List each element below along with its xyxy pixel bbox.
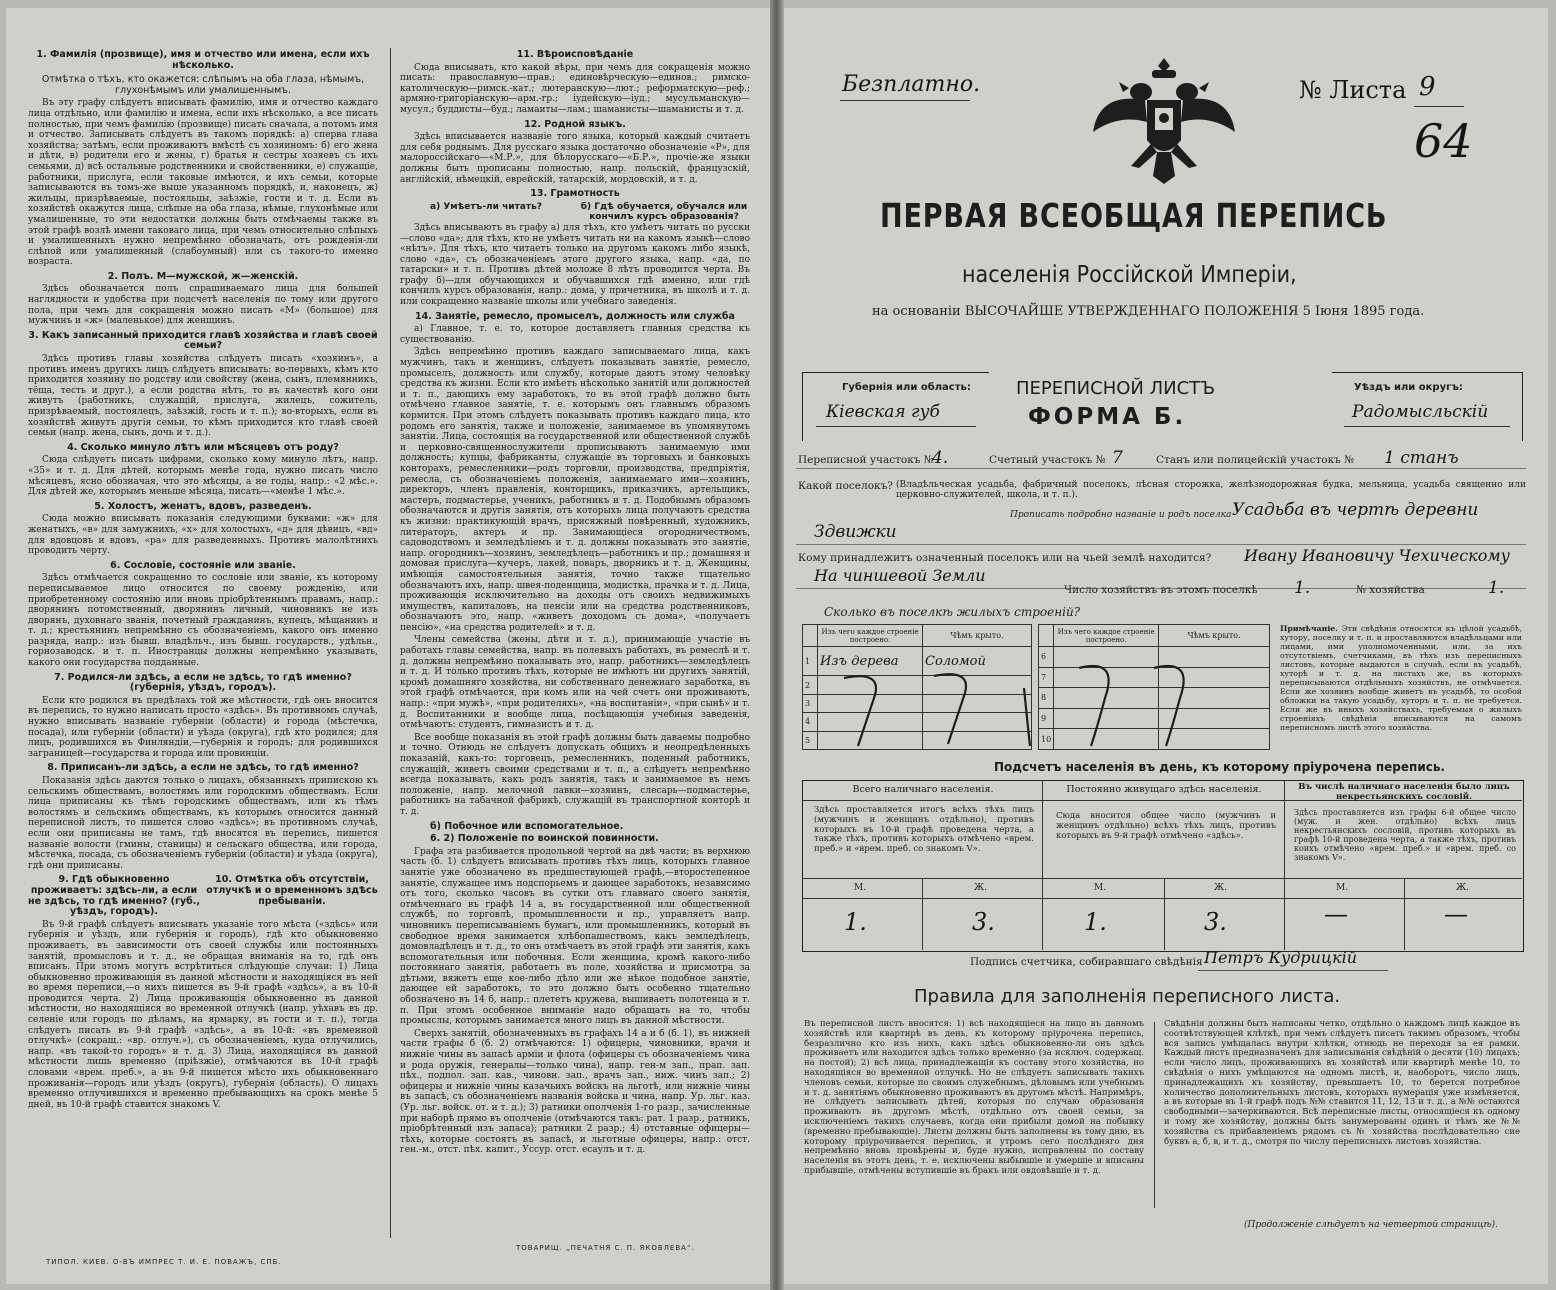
signature-label: Подпись счетчика, собиравшаго свѣдѣнія bbox=[970, 956, 1203, 968]
settlement-hint: (Владѣльческая усадьба, фабричный поселокъ, лѣсная сторожка, желѣзнодорожная будка, мельница, усадьба священно или церковно-служителей, школа, и т. п.). bbox=[896, 480, 1526, 500]
count-col1-title: Всего наличнаго населенія. bbox=[852, 784, 994, 795]
free-label-underline bbox=[840, 100, 970, 101]
district-underline bbox=[1344, 426, 1510, 427]
rules-column-2: Свѣдѣнія должны быть написаны четко, отдѣльно о каждомъ лицѣ каждое въ соотвѣтствующей клѣткѣ, при чемъ слѣдуетъ писать такимъ образомъ, чтобы вся запись умѣщалась внутри клѣтки, отнюдь не переходя за ея рамки. Каждый листъ предназначенъ для записыванія свѣдѣній о десяти (10) лицахъ; если число лицъ, проживающихъ въ хозяйствѣ или квартирѣ менѣе 10, то свѣдѣнія о нихъ умѣщаются на одномъ листѣ, и, наоборотъ, число лицъ, принадлежащихъ къ хозяйству, превышаетъ 10, то берется потребное количество дополнительныхъ листовъ, которыхъ нумерація уже измѣняется, а въ которые въ 1-й графѣ подъ №№ ставится 11, 12, 13 и т. д., а №№ остаются свободными—зачеркиваются. Всѣ переписные листы, относящіеся къ одному и тому же хозяйству, должны быть занумерованы одинъ и тѣмъ же №№ хозяйства съ прибавленіемъ рядомъ съ № хозяйства послѣдовательно сие буквъ а, б, в, и т. д., смотря по числу переписныхъ листовъ хозяйства. bbox=[1164, 1020, 1520, 1147]
count-mf-line-top bbox=[803, 878, 1522, 879]
section-9-text: Въ 9-й графѣ слѣдуетъ вписывать указаніе того мѣста («здѣсь» или губернія и уѣздъ, или губернія и городъ), гдѣ кто обыкновенно проживаетъ, въ зависимости отъ своей службы или постоянныхъ занятій, промысловъ и т. д., не обращая вниманія на то, гдѣ онъ вписанъ. При этомъ могутъ встрѣтиться слѣдующіе случаи: 1) Лица обыкновенно проживающія въ данной мѣстности и находящіяся въ ней во время переписи,—о нихъ пишется въ 9-й графѣ «здѣсь», а въ 10-й проводится черта. 2) Лица проживающія обыкновенно въ данной мѣстности, но находящіяся во временной отлучкѣ (напр. уѣхавъ въ др. селеніе или городъ по дѣламъ, на ярмарку, въ гости и т. п.), тогда слѣдуетъ писать въ 9-й графѣ «здѣсь», а въ 10-й: «въ временной отлучкѣ» (сокращ.: «вр. отлуч.»), съ обозначеніемъ, куда отлучились, напр. «въ такой-то городъ» и т. д. 3) Лица, находящіяся въ данной мѣстности лишь временно (пріѣзжіе), отмѣчаются въ 10-й графѣ словами «врем. преб.», а въ 9-й пишется мѣсто ихъ обыкновеннаго проживанія—городъ или уѣздъ (округъ), губернія (область). О лицахъ временно отлучившихся и временно пребывающихъ на срокъ менѣе 5 дней, въ 10-й графѣ ставится знакомъ V. bbox=[28, 919, 378, 1110]
settlement-value-continued: Здвижки bbox=[814, 522, 897, 542]
section-2-title: 2. Полъ. М—мужской, ж—женскій. bbox=[107, 270, 299, 282]
section-5-title: 5. Холостъ, женатъ, вдовъ, разведенъ. bbox=[94, 500, 312, 512]
rules-divider bbox=[1154, 1022, 1155, 1208]
row-number: 10 bbox=[1039, 729, 1054, 750]
row1-roof: Соломой bbox=[923, 647, 1032, 676]
signature-underline bbox=[1198, 970, 1388, 971]
section-14-text-1: Здѣсь непремѣнно противъ каждаго записываемаго лица, какъ мужчинъ, такъ и женщинъ, слѣдуетъ показывать занятіе, ремесло, промыселъ, должность или службу, которые даютъ этому человѣку средства къ жизни. Если кто имѣетъ нѣсколько занятій или должностей и т. п., дающихъ ему заработокъ, то въ этой графѣ должно быть отмѣчено главное занятіе, т. е. которымъ онъ главнымъ образомъ кормится. При этомъ слѣдуетъ показывать противъ каждаго лица, кто родомъ его занятія, также и положеніе, занимаемое въ упомянутомъ занятіи. Лица, состоящія на государственной или общественной службѣ и церковно-священнослужители прописываютъ занимаемую ими должность; купцы, фабриканты, служащіе въ торговыхъ и банковыхъ конторахъ, ремесленники—родъ торговли, производства, предпріятія, ремесла, съ обозначеніемъ положенія, занимаемаго ими—хозяинъ, директоръ, членъ правленія, конторщикъ, приказчикъ, артельщикъ, мастеръ, подмастерье, ученикъ, работникъ и т. д. Подобнымъ образомъ обозначаются и другія занятія, отъ которыхъ лица получаютъ средства къ жизни: практикующій врачъ, присяжный повѣренный, художникъ, литераторъ, актеръ и пр. Занимающіеся огородничествомъ, садоводствомъ и земледѣліемъ и т. д. должны показывать это занятіе, напр. огородникъ—хозяинъ, земледѣлецъ—работникъ и пр.; домашняя и домовая прислуга—кучеръ, лакей, поваръ, дворникъ и т. д. Женщины, имѣющія самостоятельныя занятія, точно также тщательно обозначаютъ ихъ, напр. швея-поденщица, модистка, прачка и т. д. Лица, проживающія исключительно на доходы отъ своихъ недвижимыхъ имуществъ, капиталовъ, на пенсіи или на средства родственниковъ, обозначаютъ это, напр. «живетъ доходомъ съ дома», «получаетъ пенсію», «на средства родителей» и т. д. bbox=[400, 347, 750, 633]
section-12-text: Здѣсь вписывается названіе того языка, который каждый считаетъ для себя роднымъ. Для русскаго языка достаточно обозначеніе «Р», для малороссійскаго—«М.Р.», для бѣлорусскаго—«Б.Р.», прочіе-же языки должны быть прописаны полностью, напр. польскій, французскій, англійскій, нѣмецкій, еврейскій, татарскій, мордовскій, и т. д. bbox=[400, 132, 750, 185]
section-14-text-4: Графа эта разбивается продольной чертой на двѣ части; въ верхнюю часть (б. 1) слѣдуетъ вписывать противъ тѣхъ лицъ, которыхъ главное занятіе уже обозначено въ предшествующей графѣ,—второстепенное занятіе, служащее имъ подспорьемъ и дающее заработокъ, независимо отъ того, сколько часовъ въ сутки отъ главнаго своего занятія, отмѣченнаго въ графѣ 14 а, въ государственной или общественной службѣ, по торговлѣ, промышленности и пр., управляетъ напр. чиновникъ переписываніемъ бумагъ, или промышленникъ, который въ свободное время занимается хлѣбопашествомъ, какъ земледѣлецъ, домовладѣлецъ и т. д., то онъ отмѣчаетъ въ этой графѣ эти занятія, какъ вспомогательныя или побочныя. Если женщина, кромѣ какого-либо постояннаго занятія, работаетъ въ поле, хозяйства и присмотра за дѣтьми, вяжетъ еще кое-либо дѣло или же нѣкое подобное занятіе, дающее ей заработокъ, то это должно быть особенно тщательно обозначено въ 14 б, напр.: плететъ кружева, вышиваетъ полотенца и т. п. При этомъ особенное вниманіе надо обращать на то, чтобы промыслы, которымъ занимается много лицъ въ данной мѣстности. bbox=[400, 846, 750, 1027]
sheet-number-underline bbox=[1414, 106, 1464, 107]
section-11-title: 11. Вѣроисповѣданіе bbox=[516, 49, 634, 60]
count-col1-female-header: Ж. bbox=[974, 883, 987, 893]
owner-value: Ивану Ивановичу Чехическому bbox=[1244, 546, 1510, 565]
section-8-title: 8. Приписанъ-ли здѣсь, а если не здѣсь, то гдѣ именно? bbox=[47, 762, 359, 774]
households-value: 1. bbox=[1294, 578, 1311, 598]
rules-title: Правила для заполненія переписного листа. bbox=[914, 986, 1341, 1007]
non-peasant-male-value: — bbox=[1324, 900, 1348, 928]
counting-district-value: 7 bbox=[1112, 448, 1123, 468]
count-col2-female-header: Ж. bbox=[1214, 883, 1227, 893]
row-number: 3 bbox=[803, 694, 818, 712]
section-9-title: 9. Гдѣ обыкновенно проживаетъ: здѣсь-ли, а если не здѣсь, то гдѣ именно? (губ., уѣздъ, городъ). bbox=[28, 874, 201, 918]
section-14c-title: 6. 2) Положеніе по воинской повинности. bbox=[430, 833, 659, 845]
section-5-text: Сюда можно вписывать показанія следующими буквами: «ж» для женатыхъ, «в» для замужнихъ, «х» для холостыхъ, «д» для дѣвицъ, «вд» для вдовцовъ и вдовъ, «ра» для разведенныхъ. Противъ малолѣтнихъ проводить черту. bbox=[28, 514, 378, 557]
printer-imprint-right: ТОВАРИЩ. „ПЕЧАТНЯ С. П. ЯКОВЛЕВА“. bbox=[516, 1244, 695, 1252]
note-text: Эти свѣдѣнія относятся къ цѣлой усадьбѣ, хутору, поселку и т. п. и проставляются владѣльцами или лицами, ими уполномоченными, или, за ихъ отсутствіемъ, счетчиками, въ тѣхъ изъ переписныхъ листовъ, которые выдаются в случаѣ, если въ усадьбѣ, хуторѣ и т. д. на листахъ же, въ которыхъ переписываются отдѣльныхъ хозяйствъ, не отмѣчается. Если же хозяинъ вообще живетъ въ усадьбѣ, то особой обложки на такую усадьбу, хуторъ и т. п. не требуется. Если же въ иныхъ хозяйствахъ, требуемыя о жилыхъ строеніяхъ свѣдѣнія вписываются на самомъ переписномъ листѣ этого хозяйства. bbox=[1280, 624, 1522, 732]
section-4-title: 4. Сколько минуло лѣтъ или мѣсяцевъ отъ роду? bbox=[67, 441, 339, 453]
district-value: Радомысльскій bbox=[1352, 402, 1489, 422]
count-col3-male-header: М. bbox=[1336, 883, 1349, 893]
book-fold bbox=[770, 0, 784, 1290]
section-14a-title: а) Главное, т. е. то, которое доставляетъ главныя средства къ существованію. bbox=[400, 324, 750, 345]
signature-value: Петръ Кудрицкій bbox=[1204, 948, 1358, 967]
material-header: Изъ чего каждое строеніе построено. bbox=[1054, 625, 1159, 647]
section-13a-title: а) Умѣетъ-ли читать? bbox=[430, 201, 542, 212]
section-4-text: Сюда слѣдуетъ писать цифрами, сколько кому минуло лѣтъ, напр. «35» и т. д. Для дѣтей, которымъ менѣе года, нужно писать число мѣсяцевъ, ясно обозначая, что это мѣсяцы, а не годы, напр.: «2 мѣс.». Для дѣтей же, которымъ меньше мѣсяца, писать—«менѣе 1 мѣс.». bbox=[28, 455, 378, 498]
section-1-text: Въ эту графу слѣдуетъ вписывать фамилію, имя и отчество каждаго лица отдѣльно, или фамилію и имена, если ихъ нѣсколько, а все писать полностью, при чемъ фамилію (прозвище) писать сначала, а потомъ имя и отчество. Записывать слѣдуетъ въ такомъ порядкѣ: а) сперва глава хозяйства; затѣмъ, если проживаютъ вмѣстѣ съ хозяиномъ: б) его жена и дѣти, в) родители его и жены, г) братья и сестры хозяевъ съ ихъ семьями, д) всѣ остальные родственники и свойственники, е) служащіе, работники, прислуга, если таковые имѣются, и ихъ семьи, которые записываются въ томъ-же выше указанномъ порядкѣ, и, наконецъ, ж) жильцы, призрѣваемые, постояльцы, заѣзжіе, гости и т. д. Если въ хозяйствѣ окажутся лица, слѣпые на оба глаза, нѣмые, глухонѣмые или умалишенные, то эти недостатки должны быть отмѣчаемы также въ этой графѣ возлѣ имени таковаго лица, при чемъ относительно слѣпыхъ и умалишенныхъ нужно непремѣнно обозначать, отъ рожденія-ли слѣпой или умалишенный (слабоумный) или съ такого-то именно возраста. bbox=[28, 98, 378, 268]
count-mf-divider-2 bbox=[1164, 878, 1165, 950]
printer-imprint-left: ТИПОЛ. КИЕВ. О-ВЪ ИМПРЕС Т. И. Е. ПОВАЖЪ, СПБ. bbox=[46, 1258, 282, 1266]
row-number: 9 bbox=[1039, 708, 1054, 729]
count-divider-2 bbox=[1284, 781, 1285, 950]
section-6-title: 6. Сословіе, состояніе или званіе. bbox=[110, 559, 296, 571]
count-col2-text: Сюда вносится общее число (мужчинъ и женщинъ отдѣльно) всѣхъ тѣхъ лицъ, противъ которыхъ въ 9-й графѣ отмѣчено «здѣсь». bbox=[1056, 811, 1276, 841]
double-headed-eagle-icon bbox=[1089, 52, 1239, 192]
row-number: 4 bbox=[803, 713, 818, 731]
owner-label: Кому принадлежитъ означенный поселокъ или на чьей землѣ находится? bbox=[798, 552, 1212, 564]
count-col2-title: Постоянно живущаго здѣсь населенія. bbox=[1066, 784, 1262, 795]
count-mf-divider-3 bbox=[1404, 878, 1405, 950]
households-label: Число хозяйствъ въ этомъ поселкѣ bbox=[1064, 584, 1258, 596]
section-11-text: Сюда вписывать, кто какой вѣры, при чемъ для сокращенія можно писать: православную—прав.; единовѣрческую—единов.; римско-католическую—римск.-кат.; лютеранскую—лют.; реформатскую—реф.; армяно-григоріанскую—арм.-гр.; іудейскую—іуд.; мусульманскую—мусул.; буддисты—буд.; ламаиты—лам.; шаманисты—шаманисты и т. д. bbox=[400, 62, 750, 115]
row1-material: Изъ дерева bbox=[818, 647, 923, 676]
count-divider-1 bbox=[1042, 781, 1043, 950]
section-7-text: Если кто родился въ предѣлахъ той же мѣстности, гдѣ онъ вносится въ перепись, то нужно написать просто «здѣсь». Въ противномъ случаѣ, нужно вписывать названіе губерніи (области) и города (мѣстечка, посада), или губерніи (области) и уѣзда (округа), гдѣ кто родился; для лицъ, родившихся въ Финляндіи,—губернія и городъ; для родившихся заграницей—государства и города или провинціи. bbox=[28, 695, 378, 759]
resident-male-value: 1. bbox=[1084, 908, 1107, 936]
count-col3-title: Въ числѣ наличнаго населенія было лицъ некрестьянскихъ сословій. bbox=[1298, 782, 1510, 802]
section-7-title: 7. Родился-ли здѣсь, а если не здѣсь, то гдѣ именно? (губернія, уѣздъ, городъ). bbox=[54, 671, 352, 694]
right-page bbox=[784, 8, 1548, 1284]
section-14-title: 14. Занятіе, ремесло, промыселъ, должность или служба bbox=[415, 310, 735, 322]
census-district-underline bbox=[796, 468, 1526, 469]
form-letter: ФОРМА Б. bbox=[1028, 404, 1187, 430]
section-13-title: 13. Грамотность bbox=[530, 188, 620, 200]
instructions-column-2 bbox=[400, 46, 750, 1246]
owner-value-continued: На чиншевой Земли bbox=[814, 566, 986, 585]
row-number: 2 bbox=[803, 676, 818, 694]
sheet-number-label: № Листа bbox=[1299, 76, 1407, 104]
census-legal-basis: на основаніи ВЫСОЧАЙШЕ УТВЕРЖДЕННАГО ПОЛОЖЕНІЯ 5 Іюня 1895 года. bbox=[872, 304, 1425, 319]
section-14-text-3: Все вообще показанія въ этой графѣ должны быть даваемы подробно и точно. Отнюдь не слѣдуетъ допускать общихъ и неопредѣленныхъ показаній, какъ-то: торговецъ, ремесленникъ, поденный работникъ, служащій, живетъ своими средствами и т. п., а слѣдуетъ непремѣнно всегда показывать, какъ родъ занятія, такъ и занимаемое въ немъ положеніе, напр. мелочной лавки—хозяинъ, слесарь—подмастерье, работникъ на табачной фабрикѣ, служащій въ транспортной конторѣ и т. д. bbox=[400, 732, 750, 817]
section-10-title: 10. Отмѣтка объ отсутствіи, отлучкѣ и о временномъ здѣсь пребываніи. bbox=[206, 874, 378, 907]
present-male-value: 1. bbox=[844, 908, 867, 936]
buildings-label: Сколько въ поселкѣ жилыхъ строеній? bbox=[824, 605, 1081, 619]
district-label: Уѣздъ или округъ: bbox=[1354, 382, 1463, 393]
instructions-column-1 bbox=[28, 46, 378, 1246]
row-number: 7 bbox=[1039, 667, 1054, 688]
count-mf-line-bottom bbox=[803, 898, 1522, 899]
section-14b-title: б) Побочное или вспомогательное. bbox=[430, 820, 624, 832]
count-mf-divider-1 bbox=[922, 878, 923, 950]
resident-female-value: 3. bbox=[1204, 908, 1227, 936]
census-subtitle: населенія Россійской Имперіи, bbox=[962, 262, 1297, 288]
count-col3-text: Здѣсь проставляется изъ графы 6-й общее число (муж. и жен. отдѣльно) всѣхъ лицъ некрестьянскихъ сословій, противъ которыхъ въ графѣ 10-й проведена черта, а также тѣхъ, противъ коихъ отмѣчено «врем. преб.» и «врем. преб. со знакомъ V». bbox=[1294, 808, 1516, 862]
settlement-value: Усадьба въ чертѣ деревни bbox=[1232, 500, 1479, 520]
section-3-text: Здѣсь противъ главы хозяйства слѣдуетъ писать «хозяинъ», а противъ именъ другихъ лицъ слѣдуетъ вписывать: во-первыхъ, кѣмъ кто приходится хозяину по родству или свойству (жена, сынъ, племянникъ, тёща, тесть и друг.), а если родства нѣтъ, то въ качествѣ кого они живутъ (работникъ, служащій, прислуга, жилецъ, сожитель, призрѣваемый, постоялецъ, заѣзжій, гость и т. п.); во-вторыхъ, если въ хозяйствѣ живутъ другія семьи, то кѣмъ приходится кто главѣ своей семьи (напр. жена, сынъ, дочь и т. д.). bbox=[28, 354, 378, 439]
ditto-marks-handwriting bbox=[824, 658, 1264, 750]
row-number: 5 bbox=[803, 731, 818, 749]
section-14-text-2: Члены семейства (жены, дѣти и т. д.), принимающіе участіе въ работахъ главы семейства, напр. въ полевыхъ работахъ, въ ремеслѣ и т. д. должны непремѣнно показывать это, напр. работникъ—земледѣлецъ и т. д. И только противъ тѣхъ, которые не имѣютъ ни другихъ занятій, кромѣ домашняго хозяйства, ни собственнаго денежнаго заработка, въ этой графѣ отмѣчается, при комъ или на чей счетъ они проживаютъ, напр.: «при мужѣ», «при родителяхъ», «на воспитаніи», «при сынѣ» и т. д. Воспитанники и вообще лица, посѣщающія учебныя заведенія, отмѣчаютъ: студентъ, гимназистъ и т. д. bbox=[400, 635, 750, 731]
left-page bbox=[6, 8, 770, 1284]
camp-value: 1 станъ bbox=[1384, 448, 1459, 468]
row-number: 8 bbox=[1039, 688, 1054, 709]
handwritten-sheet-number: 64 bbox=[1414, 114, 1473, 168]
count-col2-male-header: М. bbox=[1094, 883, 1107, 893]
household-number-label: № хозяйства bbox=[1356, 584, 1425, 596]
count-col3-female-header: Ж. bbox=[1456, 883, 1469, 893]
row-number: 6 bbox=[1039, 647, 1054, 668]
non-peasant-female-value: — bbox=[1444, 900, 1468, 928]
section-14-text-5: Сверхъ занятій, обозначенныхъ въ графахъ 14 а и б (б. 1), въ нижней части графы б (б. 2) отмѣчаются: 1) офицеры, чиновники, врачи и нижніе чины въ запасѣ арміи и флота (офицеры съ обозначеніемъ чина и рода оружія, генералы—только чина), напр. ген-м зап., прап. зап. пѣх., подпол. зап. кав., чиновн. зап., врачъ зап., ниж. чинъ зап.; 2) офицеры и нижніе чины казачьихъ войскъ на льготѣ, или нижніе чины въ запасѣ, съ обозначеніемъ названія войска и чина, напр. Ур. льг. каз. (Ур. льг. войск. от. и т. д.); 3) ратники ополченія 1-го разр., зачисленные при наборѣ прямо въ ополченіе (отмѣчаются такъ: рат. 1 разр., ратникъ, пріобрѣтенный изъ запаса); ратники 2 разр.; 4) отставные офицеры—тѣхъ, которые состоятъ въ запасѣ, и льготные офицеры, напр.: отст. ген.-м., отст. пѣх. капит., Уссур. отст. есаулъ и т. д. bbox=[400, 1028, 750, 1156]
count-col1-male-header: М. bbox=[854, 883, 867, 893]
settlement-underline bbox=[796, 544, 1526, 545]
household-number-value: 1. bbox=[1488, 578, 1505, 598]
census-district-label: Переписной участокъ № bbox=[798, 454, 934, 466]
material-header: Изъ чего каждое строеніе построено. bbox=[818, 625, 923, 647]
province-underline bbox=[816, 426, 976, 427]
note-box bbox=[1280, 624, 1522, 756]
province-label: Губернія или область: bbox=[842, 382, 971, 393]
section-3-title: 3. Какъ записанный приходится главѣ хозяйства и главѣ своей семьи? bbox=[28, 329, 378, 352]
row-number: 1 bbox=[803, 647, 818, 676]
counting-district-label: Счетный участокъ № bbox=[989, 454, 1106, 466]
settlement-instruction: Прописать подробно названіе и родъ поселка bbox=[1010, 510, 1232, 520]
census-title: ПЕРВАЯ ВСЕОБЩАЯ ПЕРЕПИСЬ bbox=[880, 196, 1388, 235]
section-2-text: Здѣсь обозначается полъ спрашиваемаго лица для большей наглядности и удобства при подсчетѣ населенія по тому или другого пола, при чемъ для сокращенія можно писать «М» (большое) для мужчинъ и «ж» (маленькое) для женщинъ. bbox=[28, 284, 378, 327]
camp-label: Станъ или полицейскій участокъ № bbox=[1156, 454, 1355, 466]
section-8-text: Показанія здѣсь даются только о лицахъ, обязанныхъ припискою къ сельскимъ обществамъ, волостямъ или городскимъ обществамъ. Если лица приписаны къ тѣмъ городскимъ обществамъ, или къ тѣмъ волостямъ и сельскимъ обществамъ, къ которымъ относится данный переписной листъ, то пишется слово «здѣсь»; въ противномъ случаѣ, если они приписаны не тамъ, гдѣ вносятся въ перепись, пишется названіе волости (гмины, станицы) и сельскаго общества, или города, мѣстечка, посада, съ обозначеніемъ губерніи (области) и уѣзда (округа), гдѣ они приписаны. bbox=[28, 776, 378, 871]
rules-continued-note: (Продолженіе слѣдуетъ на четвертой страницѣ). bbox=[1244, 1220, 1498, 1230]
free-label: Безплатно. bbox=[842, 72, 981, 97]
section-13b-title: б) Гдѣ обучается, обучался или кончилъ курсъ образованія? bbox=[580, 201, 748, 223]
section-1-title: 1. Фамилія (прозвище), имя и отчество или имена, если ихъ нѣсколько. bbox=[36, 49, 370, 71]
roof-header: Чѣмъ крыто. bbox=[923, 625, 1032, 647]
roof-header: Чѣмъ крыто. bbox=[1159, 625, 1270, 647]
section-6-text: Здѣсь отмѣчается сокращенно то сословіе или званіе, къ которому переписываемое лицо относится по своему рожденію, или приобретенному состоянію или вновь пріобрѣтеннымъ правамъ, напр.: дворянинъ потомственный, дворянинъ личный, чиновникъ не изъ дворянъ, духовнаго званія, почетный гражданинъ, купецъ, мѣщанинъ и т. д.; крестьянинъ непремѣнно съ обозначеніемъ, какого онъ именно разряда, напр.: изъ бывш. владѣльч., изъ бывш. государств., удѣльн., горнозаводск. и т. п. Иностранцы должны непремѣнно указывать, какого они государства подданные. bbox=[28, 573, 378, 669]
province-value: Кіевская губ bbox=[826, 402, 940, 422]
settlement-label: Какой поселокъ? bbox=[798, 480, 893, 492]
sheet-number-value: 9 bbox=[1419, 72, 1436, 102]
column-divider bbox=[390, 48, 391, 1238]
form-title: ПЕРЕПИСНОЙ ЛИСТЪ bbox=[1016, 378, 1216, 399]
section-12-title: 12. Родной языкъ. bbox=[524, 118, 626, 130]
rules-column-1: Въ переписной листъ вносятся: 1) всѣ находящіеся на лицо въ данномъ хозяйствѣ или квартирѣ въ день, къ которому пріурочена перепись, безразлично кто изъ нихъ, какъ здѣсь обыкновенно-ли онъ здѣсь проживаетъ или находится здѣсь только временно (за исключ. содержащ. на постой); 2) всѣ лица, принадлежащія къ составу этого хозяйства, но находящіяся во временной отлучкѣ. Но не слѣдуетъ записывать такихъ членовъ семьи, которые по своимъ служебнымъ, дѣловымъ или учебнымъ и т. д. занятіямъ обыкновенно проживаютъ въ другомъ мѣстѣ. Напримѣръ, не слѣдуетъ записывать дѣтей, которыя по случаю образованія проживаютъ въ другомъ мѣстѣ, отдѣльно отъ своей семьи, за исключеніемъ такихъ случаевъ, когда они прибыли домой на побывку (временно пребывающіе). Листы должны быть заполнены въ тому дню, къ которому пріурочивается перепись, и утромъ сего послѣдняго дня непремѣнно вновь провѣрены и, буде нужно, исправлены по составу населенія въ этотъ день, т. е. исключены выбывшіе и умершіе и вписаны прибывшіе, отмѣчены вступившіе въ бракъ или овдовѣвшіе и т. д. bbox=[804, 1020, 1144, 1176]
note-title: Примѣчаніе. bbox=[1280, 624, 1338, 633]
census-district-value: 4. bbox=[932, 448, 949, 468]
section-1-subtitle: Отмѣтка о тѣхъ, кто окажется: слѣпымъ на оба глаза, нѣмымъ, глухонѣмымъ или умалишеннымъ. bbox=[41, 74, 365, 96]
population-count-title: Подсчетъ населенія въ день, къ которому пріурочена перепись. bbox=[994, 760, 1445, 774]
present-female-value: 3. bbox=[972, 908, 995, 936]
section-13-text: Здѣсь вписываютъ въ графу а) для тѣхъ, кто умѣетъ читать по русски—слово «да»; для тѣхъ, кто не умѣетъ читать ни на какомъ языкѣ—слово «нѣтъ». Для тѣхъ, кто читаетъ только на другомъ какомъ либо языкѣ, слово «да», съ обозначеніемъ этого другого языка, напр. «да, по татарски» и т. п. Противъ дѣтей моложе 8 лѣтъ проводится черта. Въ графу б)—для обучающихся и обучавшихся гдѣ именно, или гдѣ кончилъ курсъ образованія, напр.: дома, у причетника, въ школѣ и т. д. или сокращенно названіе школы или учебнаго заведенія. bbox=[400, 222, 750, 308]
count-col1-text: Здѣсь проставляется итогъ всѣхъ тѣхъ лицъ (мужчинъ и женщинъ отдѣльно), противъ которыхъ въ 10-й графѣ проведена черта, а также тѣхъ, противъ которыхъ отмѣчено «врем. преб.» и «врем. преб. со знакомъ V». bbox=[814, 805, 1034, 855]
